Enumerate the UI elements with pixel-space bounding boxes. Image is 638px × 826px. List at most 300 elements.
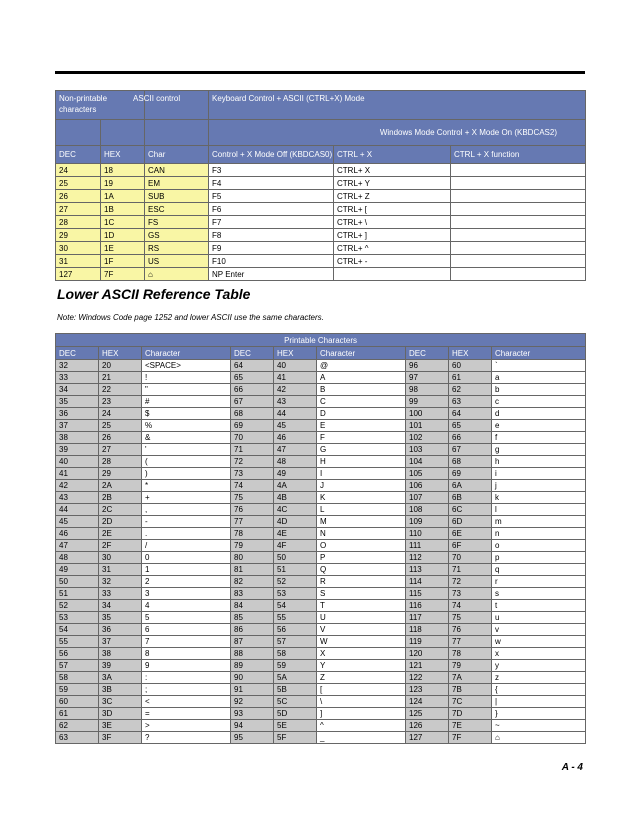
ascii-cell: i [492,468,586,480]
ctrl-cell: F6 [209,203,334,216]
ascii-cell: o [492,540,586,552]
ascii-cell: A [317,372,406,384]
ascii-cell: m [492,516,586,528]
ascii-cell: 3D [99,708,142,720]
ascii-cell: H [317,456,406,468]
ascii-row [56,468,586,480]
ctrl-cell: EM [145,177,209,190]
ascii-row [56,732,586,744]
ctrl-cell: F3 [209,164,334,177]
ctrl-cell: CTRL+ Y [334,177,451,190]
ascii-control-header-text: ASCII control [133,94,181,103]
ctrl-row [56,164,586,177]
ascii-cell: 5F [274,732,317,744]
ascii-cell: = [142,708,231,720]
ctrl-header-row-1 [56,91,586,120]
ascii-cell: 62 [449,384,492,396]
ascii-cell: 6A [449,480,492,492]
ascii-cell: 61 [449,372,492,384]
ctrl-cell: US [145,255,209,268]
ascii-cell: 114 [406,576,449,588]
ascii-cell: 80 [231,552,274,564]
ascii-cell: 2B [99,492,142,504]
ascii-cell: 36 [56,408,99,420]
ascii-row [56,480,586,492]
ctrl-cell: CTRL+ ^ [334,242,451,255]
ascii-cell: w [492,636,586,648]
ascii-cell: ' [142,444,231,456]
ascii-cell: 47 [274,444,317,456]
ascii-cell: I [317,468,406,480]
ascii-cell: 25 [99,420,142,432]
ascii-cell: 83 [231,588,274,600]
ctrl-cell: CAN [145,164,209,177]
ctrl-cell: 24 [56,164,101,177]
ascii-cell: 117 [406,612,449,624]
ctrl-cell [451,268,586,281]
ascii-cell: 5B [274,684,317,696]
ascii-row [56,576,586,588]
ascii-cell: 75 [231,492,274,504]
ascii-cell: C [317,396,406,408]
ascii-cell: 60 [449,360,492,372]
ascii-row [56,636,586,648]
ascii-row [56,696,586,708]
ascii-cell: 110 [406,528,449,540]
ascii-row [56,492,586,504]
ctrl-cell: 27 [56,203,101,216]
ascii-cell: <SPACE> [142,360,231,372]
ascii-cell: 7B [449,684,492,696]
ascii-cell: W [317,636,406,648]
ascii-cell: 96 [406,360,449,372]
ascii-cell: < [142,696,231,708]
ascii-cell: 59 [274,660,317,672]
ctrl-row [56,255,586,268]
ascii-cell: 64 [449,408,492,420]
ascii-cell: 81 [231,564,274,576]
keyboard-control-header: Keyboard Control + ASCII (CTRL+X) Mode [209,91,586,120]
ascii-cell: 41 [274,372,317,384]
ascii-cell: 33 [56,372,99,384]
printable-characters-table [55,333,586,744]
ascii-cell: 103 [406,444,449,456]
ascii-cell: ` [492,360,586,372]
ascii-cell: 78 [449,648,492,660]
ascii-cell: 125 [406,708,449,720]
ascii-cell: 34 [56,384,99,396]
ctrl-cell: F9 [209,242,334,255]
ascii-cell: 61 [56,708,99,720]
ascii-cell: 37 [99,636,142,648]
ascii-cell: 104 [406,456,449,468]
ascii-cell: 6C [449,504,492,516]
ctrl-cell [451,164,586,177]
ascii-cell: 66 [449,432,492,444]
ascii-cell: 46 [56,528,99,540]
ascii-cell: 38 [56,432,99,444]
ascii-cell: 53 [274,588,317,600]
ascii-cell: & [142,432,231,444]
ascii-cell: 4C [274,504,317,516]
ctrl-cell: 26 [56,190,101,203]
ascii-cell: D [317,408,406,420]
ascii-cell: 75 [449,612,492,624]
ascii-cell: * [142,480,231,492]
ascii-cell: 46 [274,432,317,444]
ascii-cell: N [317,528,406,540]
ascii-cell: d [492,408,586,420]
ascii-row [56,516,586,528]
ascii-cell: 55 [56,636,99,648]
ascii-cell: 89 [231,660,274,672]
ctrl-cell: F5 [209,190,334,203]
ascii-cell: 51 [274,564,317,576]
ascii-cell: 43 [56,492,99,504]
ctrl-row [56,190,586,203]
ascii-cell: 2D [99,516,142,528]
ascii-row [56,504,586,516]
ascii-cell: 52 [274,576,317,588]
ascii-cell: 65 [231,372,274,384]
ascii-cell: ⌂ [492,732,586,744]
ascii-cell: r [492,576,586,588]
ascii-cell: 3C [99,696,142,708]
ctrl-row [56,268,586,281]
ascii-cell: @ [317,360,406,372]
ascii-cell: 51 [56,588,99,600]
ascii-row [56,588,586,600]
ascii-cell: f [492,432,586,444]
ascii-row [56,528,586,540]
ascii-cell: + [142,492,231,504]
ascii-cell: O [317,540,406,552]
ctrl-cell: 1A [101,190,145,203]
ascii-cell: 50 [56,576,99,588]
ascii-cell: 2C [99,504,142,516]
ascii-cell: 79 [231,540,274,552]
ascii-cell: 44 [274,408,317,420]
ascii-cell: 43 [274,396,317,408]
ascii-cell: 2 [142,576,231,588]
page-number: A - 4 [561,762,583,773]
ascii-cell: L [317,504,406,516]
ascii-cell: 32 [99,576,142,588]
ascii-cell: e [492,420,586,432]
ascii-cell: 34 [99,600,142,612]
ctrl-cell [451,255,586,268]
ascii-cell: \ [317,696,406,708]
ascii-cell: 105 [406,468,449,480]
ascii-cell: } [492,708,586,720]
ctrl-cell [451,229,586,242]
ascii-cell: 4F [274,540,317,552]
ascii-cell: 2E [99,528,142,540]
ascii-cell: Y [317,660,406,672]
ascii-cell: 76 [231,504,274,516]
ascii-cell: 7C [449,696,492,708]
ascii-cell: q [492,564,586,576]
ascii-column-header: DEC [231,347,274,360]
hex-header: HEX [101,146,145,164]
ascii-cell: y [492,660,586,672]
ascii-column-header: DEC [406,347,449,360]
ascii-cell: V [317,624,406,636]
ctrl-cell: 127 [56,268,101,281]
ascii-cell: 5E [274,720,317,732]
ascii-cell: 39 [56,444,99,456]
ascii-cell: 1 [142,564,231,576]
ascii-cell: J [317,480,406,492]
ascii-cell: 42 [56,480,99,492]
ctrl-x-function-header: CTRL + X function [451,146,586,164]
ascii-cell: _ [317,732,406,744]
ascii-cell: p [492,552,586,564]
ascii-row [56,432,586,444]
ascii-cell: 119 [406,636,449,648]
ctrl-row [56,203,586,216]
ascii-cell: 5 [142,612,231,624]
char-header: Char [145,146,209,164]
ascii-row [56,720,586,732]
ascii-cell: 68 [449,456,492,468]
ascii-cell: ? [142,732,231,744]
ascii-cell: 41 [56,468,99,480]
ctrl-cell: CTRL+ - [334,255,451,268]
ascii-row [56,444,586,456]
ctrl-cell [451,177,586,190]
ctrl-row [56,242,586,255]
ascii-cell: 7A [449,672,492,684]
ascii-cell: 57 [274,636,317,648]
ascii-cell: 122 [406,672,449,684]
ascii-cell: 69 [231,420,274,432]
ascii-cell: 44 [56,504,99,516]
ctrl-x-header: CTRL + X [334,146,451,164]
ascii-cell: 40 [56,456,99,468]
ascii-cell: : [142,672,231,684]
ascii-cell: S [317,588,406,600]
ctrl-header-row-3 [56,146,586,164]
ascii-cell: 33 [99,588,142,600]
ctrl-cell: 1F [101,255,145,268]
ascii-cell: 62 [56,720,99,732]
ascii-cell: 4 [142,600,231,612]
ascii-cell: G [317,444,406,456]
ascii-cell: $ [142,408,231,420]
ctrl-header-row-2 [56,120,586,146]
ascii-cell: 38 [99,648,142,660]
ascii-cell: 67 [449,444,492,456]
ascii-cell: 23 [99,396,142,408]
ascii-column-header: DEC [56,347,99,360]
ascii-control-header [133,91,209,120]
ctrl-cell: GS [145,229,209,242]
ascii-cell: 4E [274,528,317,540]
ascii-cell: 26 [99,432,142,444]
ascii-cell: 7 [142,636,231,648]
ascii-cell: 76 [449,624,492,636]
ascii-cell: l [492,504,586,516]
ascii-cell: z [492,672,586,684]
ascii-cell: 20 [99,360,142,372]
ascii-cell: P [317,552,406,564]
ascii-cell: 97 [406,372,449,384]
ascii-cell: 91 [231,684,274,696]
ascii-cell: ! [142,372,231,384]
ascii-cell: Q [317,564,406,576]
ascii-cell: a [492,372,586,384]
ascii-cell: g [492,444,586,456]
ascii-cell: 4D [274,516,317,528]
ascii-cell: 53 [56,612,99,624]
ascii-cell: 35 [56,396,99,408]
ascii-cell: 39 [99,660,142,672]
ascii-cell: 77 [449,636,492,648]
ascii-row [56,660,586,672]
windows-mode-header: Windows Mode Control + X Mode On (KBDCAS2) [209,120,586,146]
ctrl-cell: F10 [209,255,334,268]
ascii-cell: 90 [231,672,274,684]
ascii-cell: 120 [406,648,449,660]
ascii-cell: 74 [231,480,274,492]
ascii-cell: u [492,612,586,624]
ascii-row [56,552,586,564]
ascii-cell: 6E [449,528,492,540]
ascii-cell: 3B [99,684,142,696]
ascii-cell: / [142,540,231,552]
ascii-row [56,372,586,384]
ctrl-cell: F7 [209,216,334,229]
ascii-cell: 4B [274,492,317,504]
ascii-cell: 3 [142,588,231,600]
ascii-cell: 73 [231,468,274,480]
ascii-cell: 49 [274,468,317,480]
ctrl-cell [451,203,586,216]
ascii-cell: 31 [99,564,142,576]
ascii-cell: 6F [449,540,492,552]
ascii-cell: ^ [317,720,406,732]
ascii-cell: 3E [99,720,142,732]
ascii-cell: 102 [406,432,449,444]
ascii-cell: 68 [231,408,274,420]
ascii-cell: 3F [99,732,142,744]
ascii-cell: 87 [231,636,274,648]
ascii-column-header: HEX [99,347,142,360]
ascii-cell: h [492,456,586,468]
ascii-cell: 58 [274,648,317,660]
ascii-cell: 100 [406,408,449,420]
ascii-column-header: Character [317,347,406,360]
ascii-cell: ) [142,468,231,480]
ascii-cell: ( [142,456,231,468]
ctrl-cell: FS [145,216,209,229]
ascii-cell: { [492,684,586,696]
ascii-cell: 35 [99,612,142,624]
ascii-cell: E [317,420,406,432]
ascii-cell: 82 [231,576,274,588]
ascii-cell: % [142,420,231,432]
ctrl-cell [451,190,586,203]
ctrl-cell: CTRL+ ] [334,229,451,242]
ascii-cell: 30 [99,552,142,564]
ascii-cell: 94 [231,720,274,732]
ascii-cell: M [317,516,406,528]
ascii-cell: | [492,696,586,708]
ascii-cell: ; [142,684,231,696]
ctrl-cell: 31 [56,255,101,268]
ascii-cell: 74 [449,600,492,612]
ascii-cell: 63 [56,732,99,744]
ascii-cell: 124 [406,696,449,708]
ascii-cell: 55 [274,612,317,624]
ascii-cell: 121 [406,660,449,672]
ascii-cell: 112 [406,552,449,564]
ascii-row [56,564,586,576]
ctrl-cell: 1B [101,203,145,216]
ascii-cell: 67 [231,396,274,408]
ctrl-cell: CTRL+ [ [334,203,451,216]
ascii-cell: 66 [231,384,274,396]
ascii-cell: 115 [406,588,449,600]
ascii-row [56,684,586,696]
ascii-cell: 7D [449,708,492,720]
ascii-cell: 98 [406,384,449,396]
ascii-row [56,600,586,612]
ascii-cell: v [492,624,586,636]
ascii-cell: 59 [56,684,99,696]
ascii-cell: 113 [406,564,449,576]
ascii-cell: 72 [231,456,274,468]
ascii-cell: 2A [99,480,142,492]
ascii-cell: 93 [231,708,274,720]
ascii-cell: 32 [56,360,99,372]
ascii-cell: [ [317,684,406,696]
ctrl-cell: CTRL+ X [334,164,451,177]
ascii-cell: 0 [142,552,231,564]
ctrl-cell: 30 [56,242,101,255]
ascii-cell: b [492,384,586,396]
ascii-row [56,360,586,372]
ctrl-cell: ESC [145,203,209,216]
ascii-column-header: HEX [449,347,492,360]
ascii-row [56,408,586,420]
ascii-cell: > [142,720,231,732]
ascii-cell: 77 [231,516,274,528]
ascii-cell: 4A [274,480,317,492]
ascii-cell: 9 [142,660,231,672]
ascii-cell: 63 [449,396,492,408]
ctrl-cell: CTRL+ \ [334,216,451,229]
ascii-cell: 21 [99,372,142,384]
ascii-cell: ] [317,708,406,720]
ascii-cell: n [492,528,586,540]
ascii-cell: 49 [56,564,99,576]
mode-off-header: Control + X Mode Off (KBDCAS0) [209,146,334,164]
ascii-cell: 3A [99,672,142,684]
ctrl-cell: CTRL+ Z [334,190,451,203]
ascii-cell: 40 [274,360,317,372]
ascii-cell: 6B [449,492,492,504]
ascii-cell: 70 [449,552,492,564]
printable-characters-title: Printable Characters [56,334,586,347]
ctrl-cell: RS [145,242,209,255]
ctrl-cell [451,242,586,255]
ascii-title-row [56,334,586,347]
ascii-cell: 36 [99,624,142,636]
ascii-cell: B [317,384,406,396]
ctrl-cell: SUB [145,190,209,203]
